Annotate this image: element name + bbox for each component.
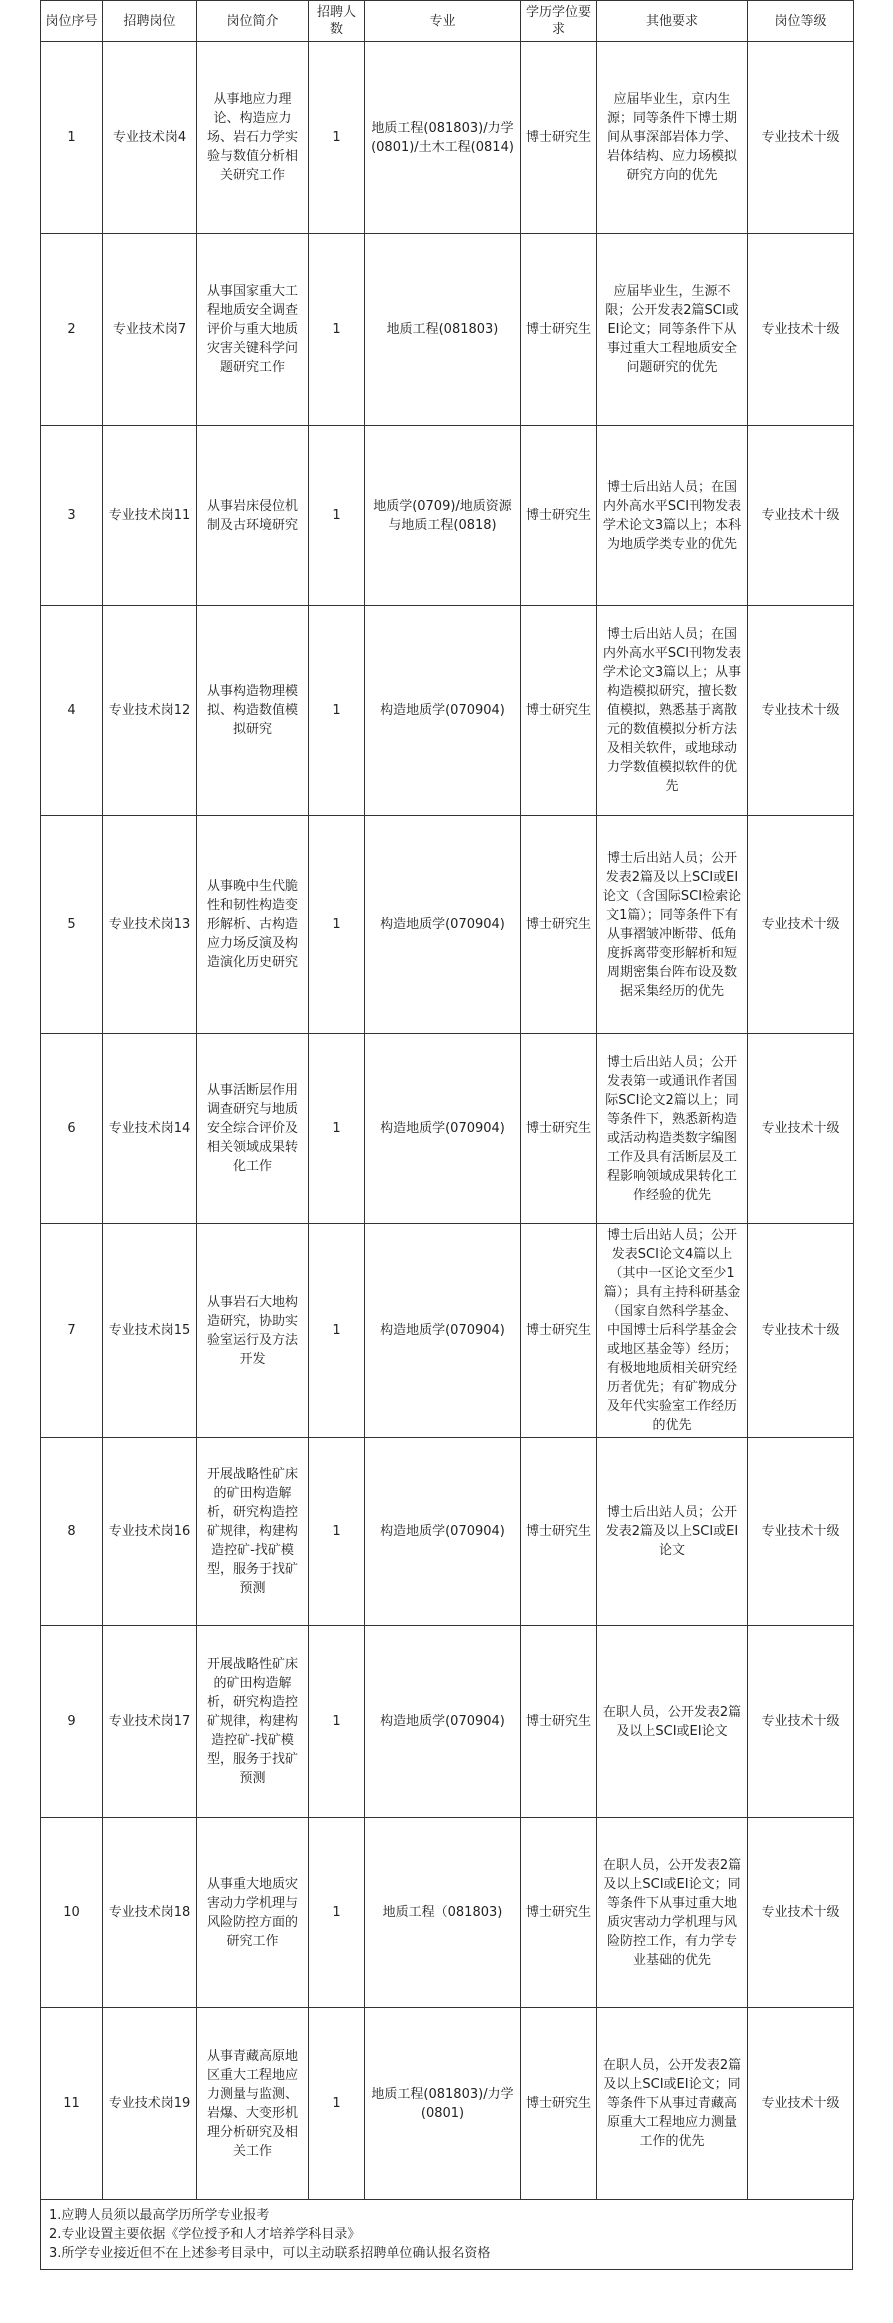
row-other: 博士后出站人员；公开发表SCI论文4篇以上（其中一区论文至少1篇）；具有主持科研基金（国家自然科学基金、中国博士后科学基金会或地区基金等）经历；有极地地质相关研究经历者优先；有矿物成分及年代实验室工作经历的优先	[597, 1224, 748, 1438]
row-no: 6	[41, 1034, 103, 1224]
row-post: 专业技术岗16	[103, 1438, 197, 1626]
row-no: 3	[41, 426, 103, 606]
row-intro: 从事构造物理模拟、构造数值模拟研究	[197, 606, 309, 816]
row-no: 4	[41, 606, 103, 816]
row-major: 构造地质学(070904)	[365, 606, 521, 816]
row-level: 专业技术十级	[748, 816, 854, 1034]
row-intro: 开展战略性矿床的矿田构造解析，研究构造控矿规律，构建构造控矿-找矿模型，服务于找矿预测	[197, 1438, 309, 1626]
table-row	[41, 1034, 854, 1224]
table-row	[41, 234, 854, 426]
header-major: 专业	[365, 1, 521, 42]
row-major: 构造地质学(070904)	[365, 1626, 521, 1818]
row-other: 博士后出站人员；在国内外高水平SCI刊物发表学术论文3篇以上；本科为地质学类专业的优先	[597, 426, 748, 606]
row-no: 8	[41, 1438, 103, 1626]
row-intro: 从事活断层作用调查研究与地质安全综合评价及相关领域成果转化工作	[197, 1034, 309, 1224]
row-no: 10	[41, 1818, 103, 2008]
row-count: 1	[309, 606, 365, 816]
row-major: 地质工程(081803)/力学(0801)/土木工程(0814)	[365, 42, 521, 234]
table-row	[41, 1224, 854, 1438]
header-level: 岗位等级	[748, 1, 854, 42]
row-post: 专业技术岗18	[103, 1818, 197, 2008]
row-degree: 博士研究生	[521, 234, 597, 426]
row-level: 专业技术十级	[748, 1034, 854, 1224]
row-intro: 从事重大地质灾害动力学机理与风险防控方面的研究工作	[197, 1818, 309, 2008]
row-major: 构造地质学(070904)	[365, 816, 521, 1034]
row-no: 9	[41, 1626, 103, 1818]
notes-section	[40, 2200, 853, 2270]
row-post: 专业技术岗14	[103, 1034, 197, 1224]
header-other: 其他要求	[597, 1, 748, 42]
table-row	[41, 42, 854, 234]
note-line: 3.所学专业接近但不在上述参考目录中，可以主动联系招聘单位确认报名资格	[49, 2246, 491, 2261]
row-count: 1	[309, 1438, 365, 1626]
row-major: 地质工程（081803)	[365, 1818, 521, 2008]
row-post: 专业技术岗13	[103, 816, 197, 1034]
table-row	[41, 2008, 854, 2200]
table-row	[41, 606, 854, 816]
table-row	[41, 816, 854, 1034]
row-count: 1	[309, 426, 365, 606]
row-other: 应届毕业生，生源不限；公开发表2篇SCI或EI论文；同等条件下从事过重大工程地质安全问题研究的优先	[597, 234, 748, 426]
row-post: 专业技术岗7	[103, 234, 197, 426]
row-level: 专业技术十级	[748, 426, 854, 606]
row-degree: 博士研究生	[521, 1626, 597, 1818]
row-post: 专业技术岗17	[103, 1626, 197, 1818]
header-no: 岗位序号	[41, 1, 103, 42]
row-intro: 开展战略性矿床的矿田构造解析，研究构造控矿规律，构建构造控矿-找矿模型，服务于找矿预测	[197, 1626, 309, 1818]
row-no: 5	[41, 816, 103, 1034]
row-level: 专业技术十级	[748, 234, 854, 426]
row-degree: 博士研究生	[521, 42, 597, 234]
row-post: 专业技术岗12	[103, 606, 197, 816]
row-other: 博士后出站人员；公开发表2篇及以上SCI或EI论文（含国际SCI检索论文1篇）；同等条件下有从事褶皱冲断带、低角度拆离带变形解析和短周期密集台阵布设及数据采集经历的优先	[597, 816, 748, 1034]
row-other: 博士后出站人员；公开发表2篇及以上SCI或EI论文	[597, 1438, 748, 1626]
row-post: 专业技术岗11	[103, 426, 197, 606]
row-level: 专业技术十级	[748, 2008, 854, 2200]
row-degree: 博士研究生	[521, 1224, 597, 1438]
row-degree: 博士研究生	[521, 426, 597, 606]
row-degree: 博士研究生	[521, 1034, 597, 1224]
row-count: 1	[309, 1818, 365, 2008]
row-post: 专业技术岗4	[103, 42, 197, 234]
row-degree: 博士研究生	[521, 606, 597, 816]
row-no: 7	[41, 1224, 103, 1438]
row-major: 构造地质学(070904)	[365, 1034, 521, 1224]
row-other: 在职人员，公开发表2篇及以上SCI或EI论文	[597, 1626, 748, 1818]
row-major: 地质工程(081803)/力学(0801)	[365, 2008, 521, 2200]
header-count: 招聘人数	[309, 1, 365, 42]
row-major: 地质工程(081803)	[365, 234, 521, 426]
row-post: 专业技术岗15	[103, 1224, 197, 1438]
row-count: 1	[309, 816, 365, 1034]
table-row	[41, 426, 854, 606]
header-degree: 学历学位要求	[521, 1, 597, 42]
row-intro: 从事青藏高原地区重大工程地应力测量与监测、岩爆、大变形机理分析研究及相关工作	[197, 2008, 309, 2200]
row-degree: 博士研究生	[521, 1818, 597, 2008]
note-line: 1.应聘人员须以最高学历所学专业报考	[49, 2208, 270, 2223]
row-major: 地质学(0709)/地质资源与地质工程(0818)	[365, 426, 521, 606]
row-level: 专业技术十级	[748, 1818, 854, 2008]
row-count: 1	[309, 42, 365, 234]
row-count: 1	[309, 1034, 365, 1224]
row-post: 专业技术岗19	[103, 2008, 197, 2200]
row-count: 1	[309, 1626, 365, 1818]
table-row	[41, 1626, 854, 1818]
row-intro: 从事岩床侵位机制及古环境研究	[197, 426, 309, 606]
row-intro: 从事地应力理论、构造应力场、岩石力学实验与数值分析相关研究工作	[197, 42, 309, 234]
recruitment-table	[40, 0, 854, 2200]
row-no: 1	[41, 42, 103, 234]
row-count: 1	[309, 234, 365, 426]
row-other: 博士后出站人员；公开发表第一或通讯作者国际SCI论文2篇以上；同等条件下，熟悉新构造或活动构造类数字编图工作及具有活断层及工程影响领域成果转化工作经验的优先	[597, 1034, 748, 1224]
row-intro: 从事国家重大工程地质安全调查评价与重大地质灾害关键科学问题研究工作	[197, 234, 309, 426]
table-row	[41, 1438, 854, 1626]
row-no: 2	[41, 234, 103, 426]
note-line: 2.专业设置主要依据《学位授予和人才培养学科目录》	[49, 2227, 361, 2242]
row-degree: 博士研究生	[521, 2008, 597, 2200]
row-major: 构造地质学(070904)	[365, 1438, 521, 1626]
row-count: 1	[309, 2008, 365, 2200]
table-header-row	[41, 1, 854, 42]
row-other: 应届毕业生，京内生源；同等条件下博士期间从事深部岩体力学、岩体结构、应力场模拟研究方向的优先	[597, 42, 748, 234]
row-level: 专业技术十级	[748, 1438, 854, 1626]
row-major: 构造地质学(070904)	[365, 1224, 521, 1438]
header-post: 招聘岗位	[103, 1, 197, 42]
row-no: 11	[41, 2008, 103, 2200]
row-level: 专业技术十级	[748, 1224, 854, 1438]
row-level: 专业技术十级	[748, 42, 854, 234]
header-intro: 岗位简介	[197, 1, 309, 42]
row-intro: 从事晚中生代脆性和韧性构造变形解析、古构造应力场反演及构造演化历史研究	[197, 816, 309, 1034]
table-row	[41, 1818, 854, 2008]
row-other: 在职人员，公开发表2篇及以上SCI或EI论文；同等条件下从事过重大地质灾害动力学机理与风险防控工作，有力学专业基础的优先	[597, 1818, 748, 2008]
row-level: 专业技术十级	[748, 1626, 854, 1818]
row-intro: 从事岩石大地构造研究，协助实验室运行及方法开发	[197, 1224, 309, 1438]
row-other: 博士后出站人员；在国内外高水平SCI刊物发表学术论文3篇以上；从事构造模拟研究，擅长数值模拟，熟悉基于离散元的数值模拟分析方法及相关软件，或地球动力学数值模拟软件的优先	[597, 606, 748, 816]
row-level: 专业技术十级	[748, 606, 854, 816]
row-degree: 博士研究生	[521, 816, 597, 1034]
row-count: 1	[309, 1224, 365, 1438]
row-degree: 博士研究生	[521, 1438, 597, 1626]
row-other: 在职人员，公开发表2篇及以上SCI或EI论文；同等条件下从事过青藏高原重大工程地应力测量工作的优先	[597, 2008, 748, 2200]
